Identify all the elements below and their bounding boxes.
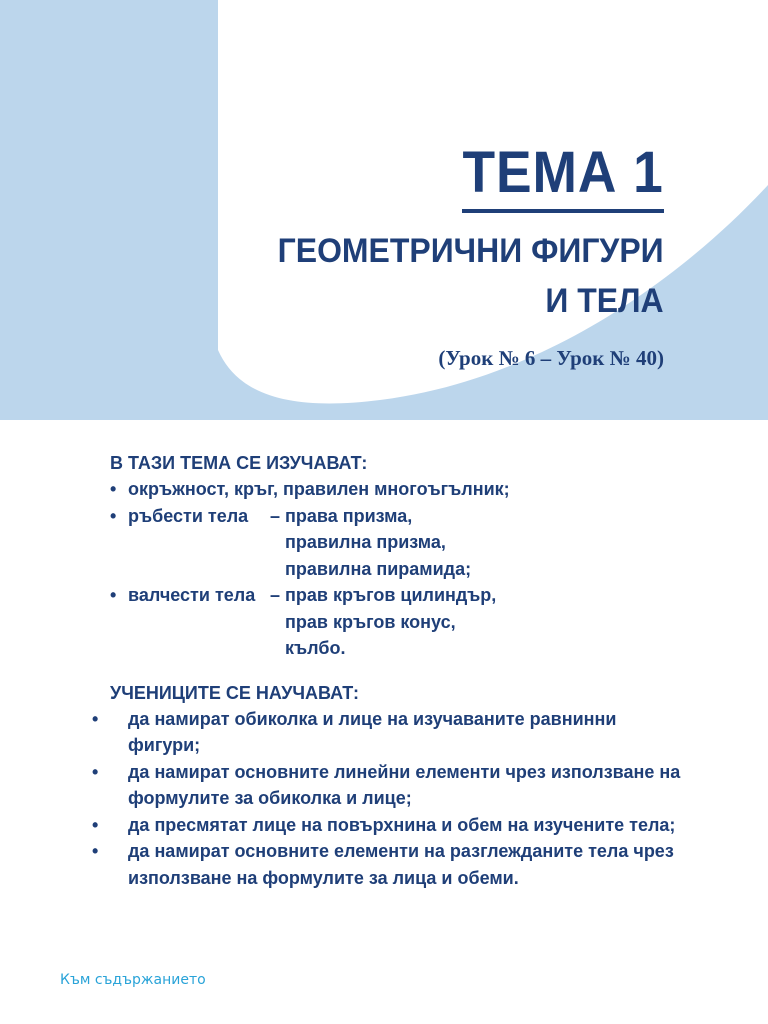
solid-bodies-row — [110, 556, 690, 583]
learn-item-text: да намират обиколка и лице на изучаваните равнинни фигури; — [128, 708, 617, 755]
learn-item-text: да намират основните елементи на разглежданите тела чрез използване на формулите за лица и обеми. — [128, 841, 674, 888]
theme-subtitle — [278, 226, 664, 326]
bullet-icon: • — [92, 708, 99, 729]
theme-title: ТЕМА 1 — [462, 140, 664, 205]
subtitle-line-2: И ТЕЛА — [545, 282, 664, 320]
learn-heading: УЧЕНИЦИТЕ СЕ НАУЧАВАТ: — [110, 682, 359, 703]
content — [92, 450, 690, 891]
learn-item-text: да пресмятат лице на повърхнина и обем на изучените тела; — [128, 814, 676, 835]
light-blue-left-panel — [0, 0, 218, 420]
solid-item: правилна пирамида; — [285, 558, 472, 579]
dash: – — [270, 505, 281, 526]
round-item: прав кръгов цилиндър, — [285, 585, 497, 605]
bullet-icon: • — [110, 479, 117, 499]
title-block — [445, 138, 664, 208]
bullet-icon: • — [110, 505, 117, 526]
dash: – — [270, 585, 281, 605]
round-item: прав кръгов конус, — [285, 611, 456, 632]
title-underline — [462, 209, 664, 213]
solid-bodies-label: ръбести тела — [128, 505, 249, 526]
learn-item — [92, 838, 690, 891]
round-bodies-row — [110, 609, 690, 636]
learn-item — [92, 759, 690, 812]
learn-item — [92, 812, 690, 839]
table-of-contents-link[interactable]: Към съдържанието — [60, 972, 206, 988]
round-bodies-row — [110, 582, 690, 609]
lesson-range: (Урок № 6 – Урок № 40) — [438, 346, 664, 370]
round-bodies-row — [110, 635, 690, 662]
studied-item-text: окръжност, кръг, правилен многоъгълник; — [128, 479, 510, 499]
learn-item — [92, 706, 690, 759]
bullet-icon: • — [92, 814, 99, 835]
subtitle-line-1: ГЕОМЕТРИЧНИ ФИГУРИ — [278, 232, 664, 270]
solid-bodies-row — [110, 503, 690, 530]
solid-item: правилна призма, — [285, 532, 446, 552]
bullet-icon: • — [110, 585, 117, 605]
bullet-icon: • — [92, 761, 99, 782]
learn-item-text: да намират основните линейни елементи чрез използване на формулите за обиколка и лице; — [128, 761, 681, 808]
studied-heading: В ТАЗИ ТЕМА СЕ ИЗУЧАВАТ: — [110, 453, 368, 473]
round-bodies-label: валчести тела — [128, 585, 256, 605]
bullet-icon: • — [92, 841, 99, 861]
solid-bodies-row — [110, 529, 690, 556]
studied-item — [110, 476, 690, 503]
round-item: кълбо. — [285, 638, 346, 658]
solid-item: права призма, — [285, 505, 413, 526]
